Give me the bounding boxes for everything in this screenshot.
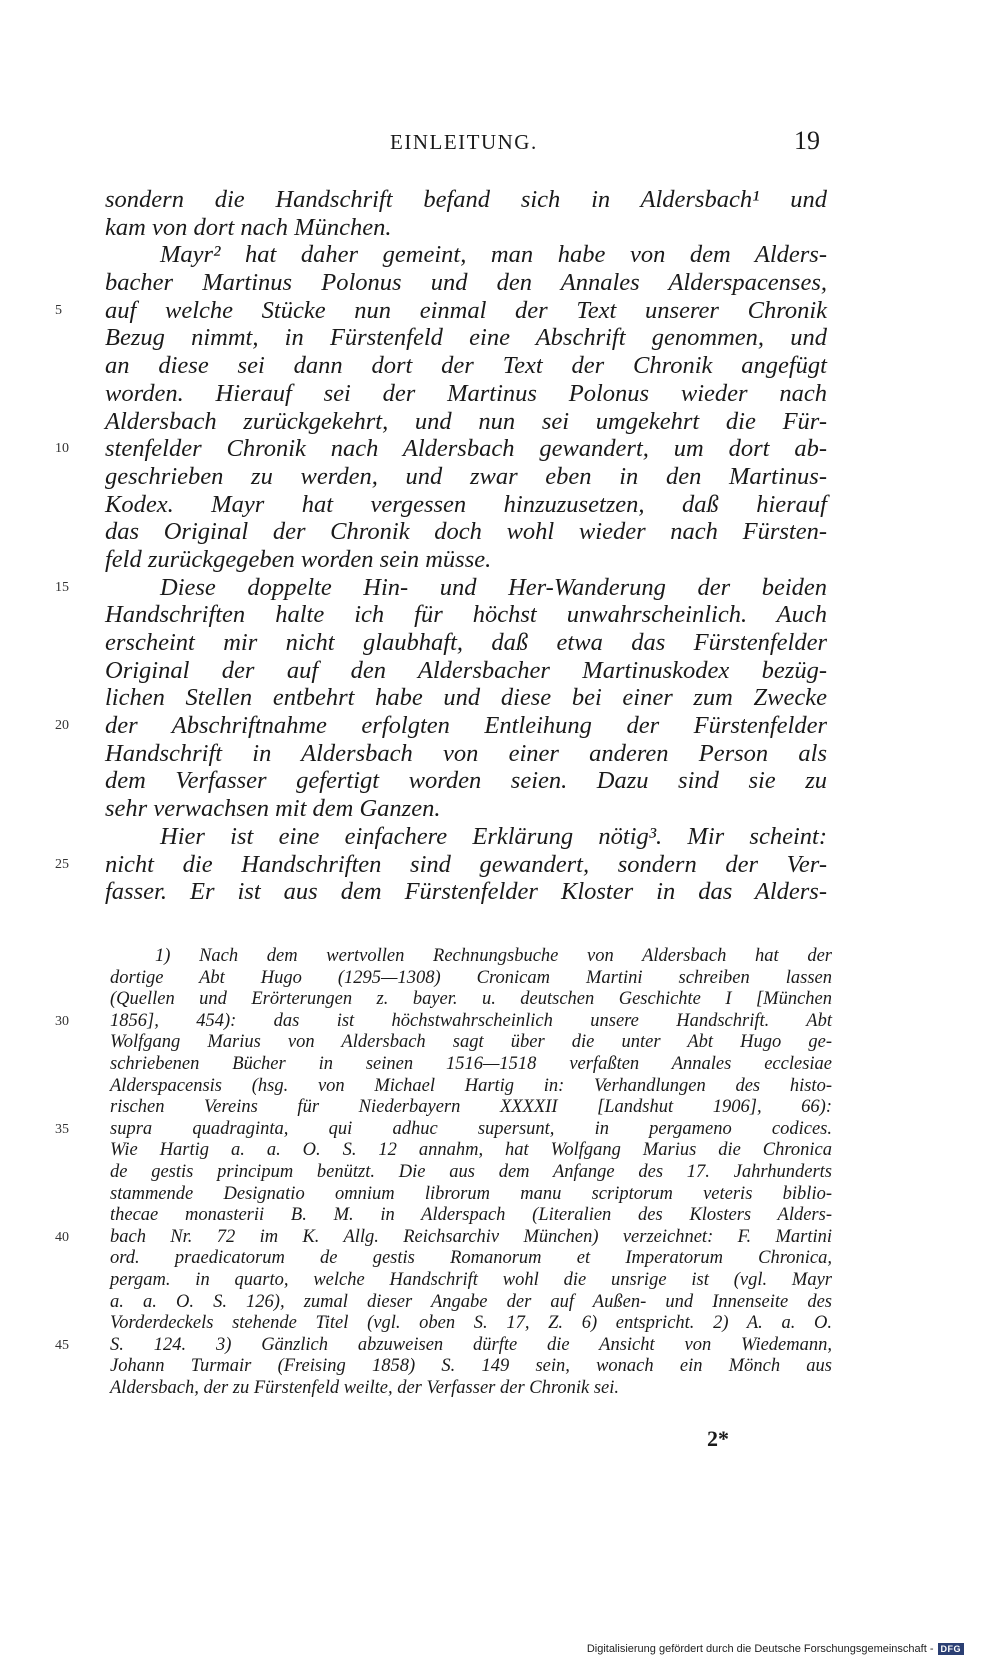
text-line <box>105 463 827 491</box>
line-text: das Original der Chronik doch wohl wieder nach Fürsten- <box>105 518 827 546</box>
text-line <box>105 795 827 823</box>
footnote-line <box>110 1313 832 1335</box>
footnote-text: a. a. O. S. 126), zumal dieser Angabe der auf Außen- und Innenseite des <box>110 1291 832 1312</box>
line-number: 5 <box>55 302 62 318</box>
footnote-line <box>110 1184 832 1206</box>
credit-text: Digitalisierung gefördert durch die Deutsche Forschungsgemeinschaft - <box>586 1643 934 1655</box>
text-line <box>105 657 827 685</box>
line-text: Aldersbach zurückgekehrt, und nun sei umgekehrt die Für- <box>105 407 827 435</box>
line-text: fasser. Er ist aus dem Fürstenfelder Kloster in das Alders- <box>105 878 827 906</box>
dfg-logo: DFG <box>938 1643 965 1655</box>
line-text: bacher Martinus Polonus und den Annales Alderspacenses, <box>105 269 827 297</box>
text-line <box>55 296 827 325</box>
text-line <box>55 435 827 463</box>
text-line <box>105 214 827 242</box>
footnote-line <box>110 1248 832 1270</box>
line-text: sondern die Handschrift befand sich in Aldersbach¹ und <box>105 186 827 213</box>
footnote-line <box>110 1378 832 1400</box>
footnote-text: bach Nr. 72 im K. Allg. Reichsarchiv München) verzeichnet: F. Martini <box>110 1226 832 1247</box>
line-text: Mayr² hat daher gemeint, man habe von dem Alders- <box>160 241 827 269</box>
footnote-text: Wie Hartig a. a. O. S. 12 annahm, hat Wolfgang Marius die Chronica <box>110 1140 832 1161</box>
line-number: 30 <box>55 1013 69 1029</box>
footnote-line <box>110 1205 832 1227</box>
footnote-text: S. 124. 3) Gänzlich abzuweisen dürfte die Ansicht von Wiedemann, <box>110 1334 832 1355</box>
line-text: an diese sei dann dort der Text der Chronik angefügt <box>105 352 827 380</box>
line-text: der Abschriftnahme erfolgten Entleihung der Fürstenfelder <box>105 712 827 740</box>
footnote-line <box>110 1076 832 1098</box>
footnote-line <box>110 1140 832 1162</box>
line-text: lichen Stellen entbehrt habe und diese bei einer zum Zwecke <box>105 684 827 712</box>
line-text: dem Verfasser gefertigt worden seien. Dazu sind sie zu <box>105 767 827 795</box>
line-text: kam von dort nach München. <box>105 213 392 241</box>
footnote-text: thecae monasterii B. M. in Alderspach (Literalien des Klosters Alders- <box>110 1205 832 1226</box>
text-line <box>105 518 827 546</box>
footnote-text: ord. praedicatorum de gestis Romanorum et Imperatorum Chronica, <box>110 1248 832 1269</box>
line-text: geschrieben zu werden, und zwar eben in den Martinus- <box>105 462 827 490</box>
line-number: 20 <box>55 718 69 734</box>
line-number: 45 <box>55 1337 69 1353</box>
text-line <box>105 684 827 712</box>
running-head: EINLEITUNG. <box>390 130 538 154</box>
footnote-text: rischen Vereins für Niederbayern XXXXII [Landshut 1906], 66): <box>110 1097 832 1118</box>
footnote-line <box>110 1097 832 1119</box>
footnote-line <box>110 1292 832 1314</box>
text-line <box>55 850 827 879</box>
footnote-line <box>110 989 832 1011</box>
footnote-line <box>55 1334 832 1357</box>
footnote-text: Vorderdeckels stehende Titel (vgl. oben S. 17, Z. 6) entspricht. 2) A. a. O. <box>110 1313 832 1334</box>
footnotes <box>55 946 832 1399</box>
line-text: worden. Hierauf sei der Martinus Polonus wieder nach <box>105 379 827 407</box>
footnote-text: supra quadraginta, qui adhuc supersunt, in pergameno codices. <box>110 1118 832 1139</box>
footnote-line <box>110 946 832 968</box>
line-text: auf welche Stücke nun einmal der Text unserer Chronik <box>105 296 827 324</box>
footnote-text: 1856], 454): das ist höchstwahrscheinlich unsere Handschrift. Abt <box>110 1010 832 1031</box>
text-line <box>105 352 827 380</box>
text-line <box>105 324 827 352</box>
footnote-line <box>110 1032 832 1054</box>
footnote-text: (Quellen und Erörterungen z. bayer. u. deutschen Geschichte I [München <box>110 989 832 1010</box>
page-header <box>100 126 820 166</box>
line-text: feld zurückgegeben worden sein müsse. <box>105 545 492 573</box>
page-number: 19 <box>794 126 820 155</box>
line-text: Diese doppelte Hin- und Her-Wanderung der beiden <box>160 573 827 601</box>
line-text: Original der auf den Aldersbacher Martinuskodex bezüg- <box>105 656 827 684</box>
line-number: 15 <box>55 579 69 595</box>
footnote-line <box>110 1054 832 1076</box>
text-line <box>55 573 827 602</box>
line-text: nicht die Handschriften sind gewandert, sondern der Ver- <box>105 850 827 878</box>
text-line <box>105 740 827 768</box>
line-text: Hier ist eine einfachere Erklärung nötig³. Mir scheint: <box>160 822 827 850</box>
line-text: Handschriften halte ich für höchst unwahrscheinlich. Auch <box>105 601 827 629</box>
footnote-line <box>110 1162 832 1184</box>
footnote-text: 1) Nach dem wertvollen Rechnungsbuche von Aldersbach hat der <box>155 946 832 966</box>
footnote-line <box>55 1118 832 1141</box>
text-line <box>105 546 827 574</box>
line-number: 35 <box>55 1121 69 1137</box>
digitization-credit <box>587 1643 964 1655</box>
line-text: Bezug nimmt, in Fürstenfeld eine Abschrift genommen, und <box>105 324 827 352</box>
text-line <box>105 241 827 269</box>
footnote-text: de gestis principum benützt. Die aus dem Anfange des 17. Jahrhunderts <box>110 1161 832 1182</box>
footnote-text: Johann Turmair (Freising 1858) S. 149 sein, wonach ein Mönch aus <box>110 1356 832 1377</box>
line-number: 25 <box>55 856 69 872</box>
footnote-text: pergam. in quarto, welche Handschrift wohl die unsrige ist (vgl. Mayr <box>110 1269 832 1290</box>
main-text <box>55 186 827 906</box>
footnote-line <box>110 1270 832 1292</box>
line-text: sehr verwachsen mit dem Ganzen. <box>105 795 441 823</box>
text-line <box>105 380 827 408</box>
footnote-text: stammende Designatio omnium librorum manu scriptorum veteris biblio- <box>110 1183 832 1204</box>
text-line <box>105 823 827 851</box>
line-text: erscheint mir nicht glaubhaft, daß etwa das Fürstenfelder <box>105 629 827 656</box>
line-number: 10 <box>55 441 69 457</box>
text-line <box>105 269 827 297</box>
footnote-text: Wolfgang Marius von Aldersbach sagt über die unter Abt Hugo ge- <box>110 1032 832 1053</box>
footnote-text: schriebenen Bücher in seinen 1516—1518 verfaßten Annales ecclesiae <box>110 1053 832 1074</box>
text-line <box>105 491 827 519</box>
text-line <box>105 629 827 657</box>
footnote-line <box>110 968 832 990</box>
footnote-line <box>55 1226 832 1249</box>
text-line <box>105 186 827 214</box>
footnote-line <box>55 1010 832 1033</box>
text-line <box>55 712 827 740</box>
line-text: Kodex. Mayr hat vergessen hinzuzusetzen, daß hierauf <box>105 490 827 518</box>
signature-mark: 2* <box>707 1426 729 1451</box>
line-number: 40 <box>55 1229 69 1245</box>
footnote-text: dortige Abt Hugo (1295—1308) Cronicam Martini schreiben lassen <box>110 967 832 988</box>
footnote-text: Alderspacensis (hsg. von Michael Hartig in: Verhandlungen des histo- <box>110 1075 832 1096</box>
footnote-text: Aldersbach, der zu Fürstenfeld weilte, der Verfasser der Chronik sei. <box>110 1377 620 1398</box>
text-line <box>105 878 827 906</box>
text-line <box>105 767 827 795</box>
text-line <box>105 408 827 436</box>
footnote-line <box>110 1356 832 1378</box>
text-line <box>105 601 827 629</box>
line-text: Handschrift in Aldersbach von einer anderen Person als <box>105 739 827 767</box>
line-text: stenfelder Chronik nach Aldersbach gewandert, um dort ab- <box>105 435 827 463</box>
